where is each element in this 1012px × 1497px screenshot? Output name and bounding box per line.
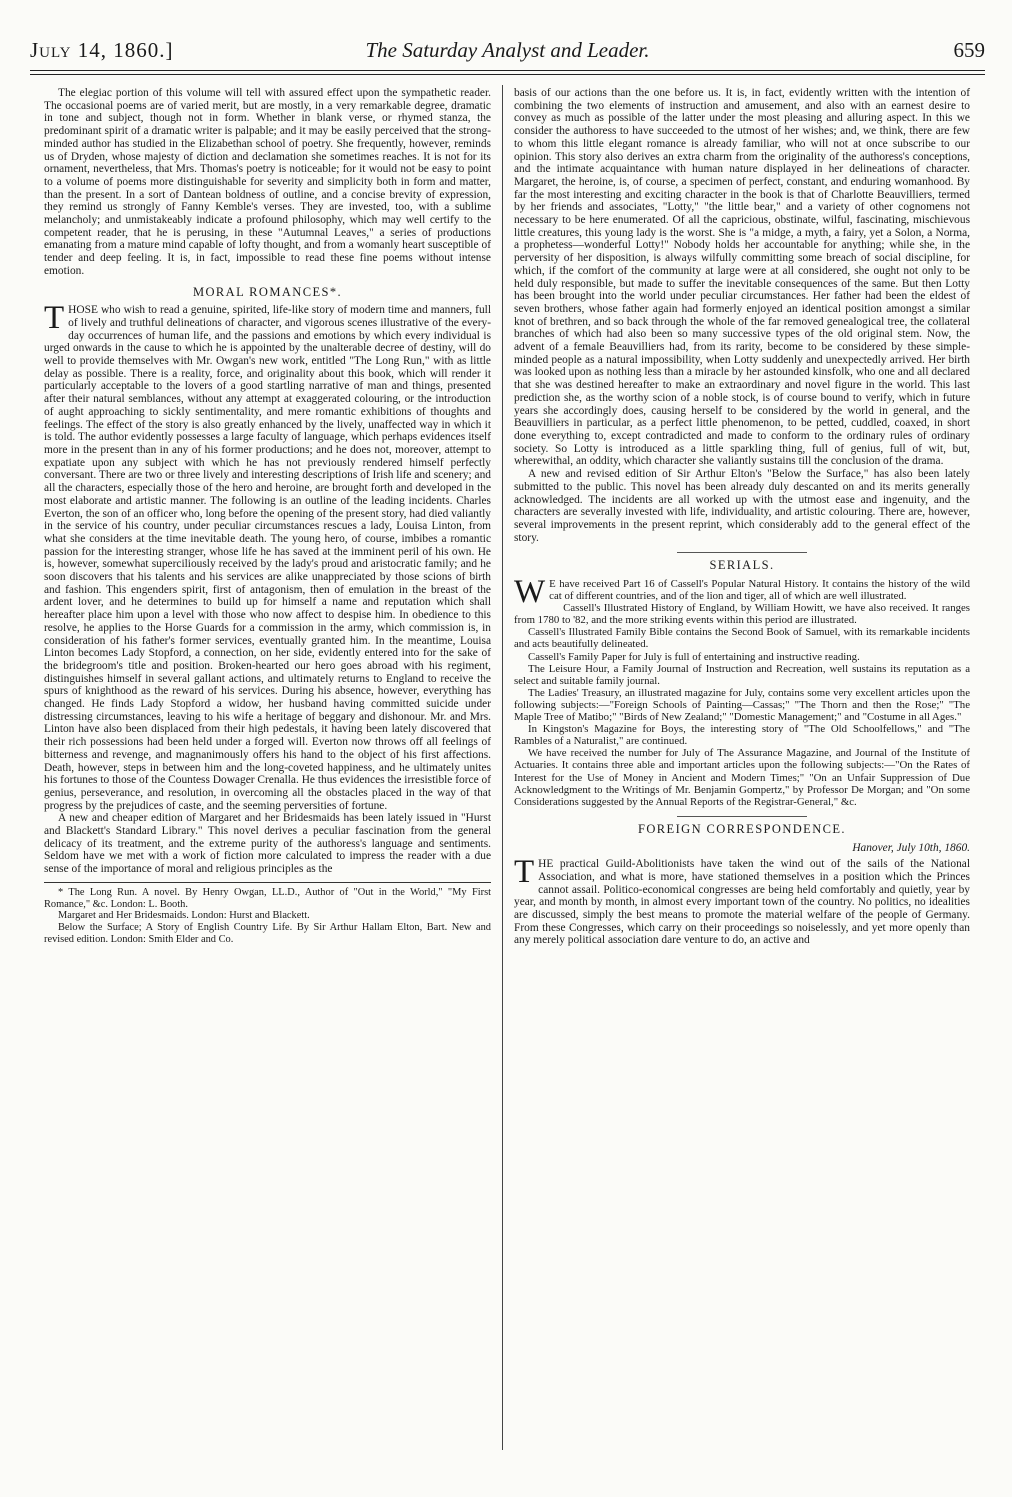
moral-romances-paragraph-1 <box>44 300 491 812</box>
footnotes <box>44 882 491 946</box>
header-rule-secondary <box>30 74 985 75</box>
foreign-correspondence-text: HE practical Guild-Abolitionists have taken the wind out of the sails of the National Association, and what is more, have stationed themselves in a position which the Princes cannot assail. Politico-economical congresses are being held comfortably and quietly, year by year, and month by month, in almost every important town of the country. No politics, no idealities are discussed, simply the best means to promote the material welfare of the people of Germany. From these Congresses, which carry on their proceedings so noiselessly, and yet more openly than any merely political association dare venture to do, an active and <box>514 858 970 947</box>
header-date: July 14, 1860.] <box>30 38 174 62</box>
margaret-continuation-paragraph: basis of our actions than the one before us. It is, in fact, evidently written with the intention of combining the two elements of instruction and amusement, and also with an earnest desire to convey as much as possible of the latter under the most pleasing and alluring aspect. In this we consider the authoress to have succeeded to the utmost of her wishes; and, we think, there are few to whom this little elegant romance is already familiar, who will not at once subscribe to our opinion. This story also derives an extra charm from the originality of the authoress's conceptions, and the intimate acquaintance with human nature displayed in her delineations of character. Margaret, the heroine, is, of course, a specimen of perfect, constant, and enduring womanhood. By far the most interesting and exciting character in the book is that of Charlotte Beauvilliers, termed by her friends and associates, "Lotty," "the little bear," and a variety of other cognomens not necessary to be here enumerated. Of all the capricious, obstinate, wilful, fascinating, mischievous little creatures, this young lady is the worst. She is "a midge, a myth, a fairy, yet a Solon, a Norma, a prophetess—wonderful Lotty!" Nobody holds her accountable for anything; while she, in the perversity of her disposition, is always wilfully committing some breach of social discipline, for which, if the comfort of the community at large were at all considered, she ought not only to be held duly responsible, but made to suffer the inevitable consequences of the same. But then Lotty has been brought into the world under peculiar circumstances. Her father had been the eldest of seven brothers, whose father again had formerly enjoyed an identical position amongst a similar knot of brethren, and so back through the whole of the far removed genealogical tree, the collateral branches of which had also been so many successive types of the old original stem. Now, the advent of a female Beauvilliers had, from its rarity, become to be considered by these simple-minded people as a natural impossibility, when Lotty suddenly and unexpectedly arrived. Her birth was looked upon as nothing less than a miracle by her astounded kinsfolk, who one and all declared that she was destined hereafter to make an extraordinary and novel figure in the world. This last prediction she, as the worthy scion of a noble stock, is of course bound to verify, which in future years she accordingly does, causing herself to be considered by the world in general, and the Beauvilliers in particular, as a perfect little phenomenon, to be petted, cuddled, coaxed, in short done everything to, except contradicted and made to conform to the ordinary rules of ordinary society. So Lotty is introduced as a little sparkling thing, full of genius, full of wit, but, wherewithal, an oddity, which character she valiantly sustains till the conclusion of the drama. <box>514 87 970 468</box>
footnote: * The Long Run. A novel. By Henry Owgan, LL.D., Author of "Out in the World," "My First Romance," &c. London: L. Booth. <box>44 886 491 910</box>
section-title-foreign-correspondence: FOREIGN CORRESPONDENCE. <box>638 821 846 836</box>
column-divider <box>502 85 503 1450</box>
section-divider <box>677 816 807 817</box>
drop-cap: T <box>44 300 65 337</box>
serials-paragraph: The Leisure Hour, a Family Journal of Instruction and Recreation, well sustains its reputation as a select and suitable family journal. <box>514 662 970 687</box>
page-number: 659 <box>953 38 985 62</box>
right-column <box>514 87 970 947</box>
moral-romances-text: HOSE who wish to read a genuine, spirited, life-like story of modern time and manners, full of lively and truthful delineations of character, and vigorous scenes illustrative of the every-day occurrences of human life, and the passions and emotions by which every individual is urged onwards in the cause to which he is appointed by the unalterable decree of destiny, will do well to provide themselves with Mr. Owgan's new work, entitled "The Long Run," with as little delay as possible. There is a reality, force, and originality about this book, which will render it particularly acceptable to the lovers of a good startling narrative of man and things, presented after their natural semblances, without any attempt at exaggerated colouring, or the introduction of aught approaching to sickly sentimentality, and mere romantic exhibitions of thoughts and feelings. The effect of the story is also greatly enhanced by the lively, unaffected way in which it is told. The author evidently possesses a large faculty of language, which perhaps evidences itself more in the present than in any of his former productions; and he does not, moreover, attempt to expatiate upon any subject with which he has not previously rendered himself perfectly conversant. There are two or three lively and interesting descriptions of Irish life and scenery; and all the characters, especially those of the hero and heroine, are brought forth and developed in the most elaborate and artistic manner. The following is an outline of the leading incidents. Charles Everton, the son of an officer who, long before the opening of the present story, had died valiantly in the service of his country, under peculiar circumstances rescues a lady, Louisa Linton, from what she considers at the time inevitable death. The young hero, of course, imbibes a romantic passion for the interesting stranger, whose life he has saved at the imminent peril of his own. He is, however, somewhat superciliously received by the lady's proud and aristocratic family; and he soon discovers that his talents and his services are alike unappreciated by those scions of birth and fashion. This engenders spirit, first of antagonism, then of emulation in the breast of the ardent lover, and he determines to build up for himself a name and reputation which shall hereafter place him upon a level with those who now affect to despise him. In obedience to this resolve, he applies to the Horse Guards for a commission in the army, which commission is, in consideration of his father's former services, eventually granted him. In the meantime, Louisa Linton becomes Lady Stopford, a connection, on her side, evidently entered into for the sake of the bridegroom's title and position. Broken-hearted our hero goes abroad with his regiment, distinguishes himself in several gallant actions, and ultimately returns to England to receive the spurs of knighthood as the reward of his services. During his absence, however, everything has changed. He finds Lady Stopford a widow, her husband having committed suicide under distressing circumstances, leaving to his wife a heritage of beggary and dishonour. Mr. and Mrs. Linton have also been displaced from their high pedestals, it having been lately discovered that their rich possessions had been held under a forged will. Everton now throws off all feelings of bitterness and revenge, and magnanimously offers his hand to the object of his first affections. Death, however, steps in between him and the long-coveted happiness, and he ultimately unites his fortunes to those of the Countess Dowager Crenalla. He thus evidences the irresistible force of genius, perseverance, and resolution, in overcoming all the obstacles placed in the way of that progress by the prejudices of caste, and the seeming perversities of fortune. <box>44 304 491 812</box>
dateline: Hanover, July 10th, 1860. <box>852 841 970 854</box>
serials-section <box>514 574 970 808</box>
footnote: Below the Surface; A Story of English Country Life. By Sir Arthur Hallam Elton, Bart. New and revised edition. London: Smith Elder and Co. <box>44 922 491 946</box>
below-the-surface-paragraph: A new and revised edition of Sir Arthur Elton's "Below the Surface," has also been lately submitted to the public. This novel has been already duly descanted on and its merits generally acknowledged. The incidents are all worked up with the utmost ease and ingenuity, and the characters are severally invested with life, individuality, and artistic colouring. There are, however, several improvements in the present reprint, which considerably add to the general effect of the story. <box>514 468 970 544</box>
section-divider <box>677 552 807 553</box>
serials-paragraph: The Ladies' Treasury, an illustrated magazine for July, contains some very excellent articles upon the following subjects:—"Foreign Schools of Painting—Cassas;" "The Thorn and then the Rose;" "The Maple Tree of Matibo;" "Birds of New Zealand;" "Domestic Management;" and "Costume in all Ages." <box>514 686 970 724</box>
serials-paragraph: Cassell's Illustrated History of England, by William Howitt, we have also received. It ranges from 1780 to '82, and the more striking events within this period are illustrated. <box>514 602 970 627</box>
page-header <box>30 38 985 68</box>
footnote: Margaret and Her Bridesmaids. London: Hurst and Blackett. <box>58 910 310 922</box>
section-title-serials: SERIALS. <box>709 558 775 573</box>
review-intro-paragraph: The elegiac portion of this volume will tell with assured effect upon the sympathetic reader. The occasional poems are of varied merit, but are mostly, in a very remarkable degree, dramatic in tone and subject, though not in form. Whether in blank verse, or rhymed stanza, the predominant spirit of a dramatic writer is palpable; and it may be easily perceived that the strong-minded author has studied in the Elizabethan school of poetry. She frequently, however, reminds us of Dryden, whose majesty of diction and declamation she sometimes reaches. It is not for its ornament, nevertheless, that Mrs. Thomas's poetry is noticeable; for it would not be easy to point to a volume of poems more distinguishable for severity and simplicity both in form and matter, than the present. In a sort of Dantean boldness of outline, and a concise brevity of expression, they remind us strongly of Fanny Kemble's verses. They are invested, too, with a sublime melancholy; and unmistakeably indicate a profound philosophy, which may well certify to the competent reader, that he is perusing, in these "Autumnal Leaves," a series of productions emanating from a mature mind capable of lofty thought, and from a womanly heart susceptible of tender and deep feeling. It is, in fact, impossible to read these fine poems without intense emotion. <box>44 87 491 277</box>
left-column <box>44 87 491 946</box>
serials-paragraph: We have received the number for July of The Assurance Magazine, and Journal of the Institute of Actuaries. It contains three able and important articles upon the following subjects:—"On the Rates of Interest for the Use of Money in Ancient and Modern Times;" "On an Unfair Suppression of Due Acknowledgment to the Writings of Mr. Benjamin Gompertz," by Professor De Morgan; and "On some Considerations suggested by the Annual Reports of the Registrar-General," &c. <box>514 747 970 808</box>
serials-text: E have received Part 16 of Cassell's Popular Natural History. It contains the history of the wild cat of different countries, and of the lion and tiger, all of which are well illustrated. <box>549 578 970 603</box>
serials-paragraph: Cassell's Family Paper for July is full of entertaining and instructive reading. <box>528 650 860 663</box>
section-title-moral-romances: MORAL ROMANCES*. <box>192 284 343 299</box>
serials-paragraph: Cassell's Illustrated Family Bible contains the Second Book of Samuel, with its remarkable incidents and acts beautifully delineated. <box>514 626 970 651</box>
drop-cap: W <box>514 574 546 611</box>
serials-paragraph <box>514 574 970 611</box>
header-title: The Saturday Analyst and Leader. <box>365 38 650 62</box>
header-rule <box>30 70 985 71</box>
foreign-correspondence-paragraph <box>514 854 970 947</box>
drop-cap: T <box>514 854 535 891</box>
serials-paragraph: In Kingston's Magazine for Boys, the interesting story of "The Old Schoolfellows," and "The Rambles of a Naturalist," are continued. <box>514 723 970 748</box>
moral-romances-paragraph-2: A new and cheaper edition of Margaret and her Bridesmaids has been lately issued in "Hurst and Blackett's Standard Library." This novel derives a peculiar fascination from the general delicacy of its treatment, and the extreme purity of the authoress's language and sentiments. Seldom have we met with a work of fiction more calculated to impress the reader with a due sense of the importance of moral and religious principles as the <box>44 812 491 876</box>
